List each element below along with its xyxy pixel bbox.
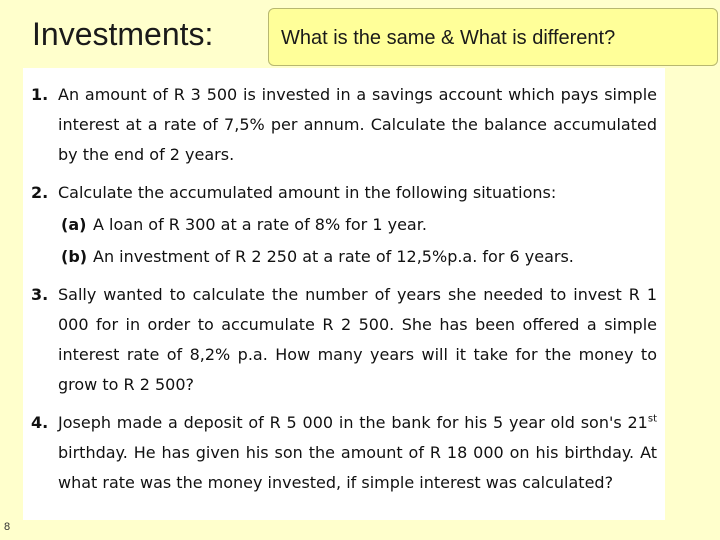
- question-2: [31, 178, 657, 272]
- sub-question-text: An investment of R 2 250 at a rate of 12,5%p.a. for 6 years.: [93, 247, 574, 266]
- sub-question-a: [61, 210, 657, 240]
- worksheet-image: [23, 68, 665, 520]
- question-3: [31, 280, 657, 400]
- page-number: 8: [4, 521, 11, 533]
- question-number: 4.: [31, 413, 49, 432]
- ordinal-suffix: st: [647, 413, 657, 425]
- question-text-part: birthday. He has given his son the amount of R 18 000 on his birthday. At what rate was the money invested, if simple interest was calculated?: [58, 443, 657, 492]
- question-number: 1.: [31, 85, 49, 104]
- question-1: [31, 80, 657, 170]
- question-text-part: Joseph made a deposit of R 5 000 in the bank for his 5 year old son's 21: [58, 413, 648, 432]
- question-number: 3.: [31, 285, 49, 304]
- sub-question-label: (a): [61, 215, 87, 234]
- sub-question-text: A loan of R 300 at a rate of 8% for 1 year.: [93, 215, 427, 234]
- callout-box: What is the same & What is different?: [268, 8, 718, 66]
- question-4: [31, 408, 657, 498]
- question-text: An amount of R 3 500 is invested in a savings account which pays simple interest at a rate of 7,5% per annum. Calculate the balance accumulated by the end of 2 years.: [58, 85, 657, 164]
- sub-question-label: (b): [61, 247, 88, 266]
- question-number: 2.: [31, 183, 49, 202]
- sub-question-b: [61, 242, 657, 272]
- question-text: Sally wanted to calculate the number of years she needed to invest R 1 000 for in order to accumulate R 2 500. She has been offered a simple interest rate of 8,2% p.a. How many years will it take for the money to grow to R 2 500?: [58, 285, 657, 394]
- question-text: Calculate the accumulated amount in the following situations:: [58, 183, 557, 202]
- question-text: [58, 408, 657, 498]
- slide-title: Investments:: [32, 16, 214, 52]
